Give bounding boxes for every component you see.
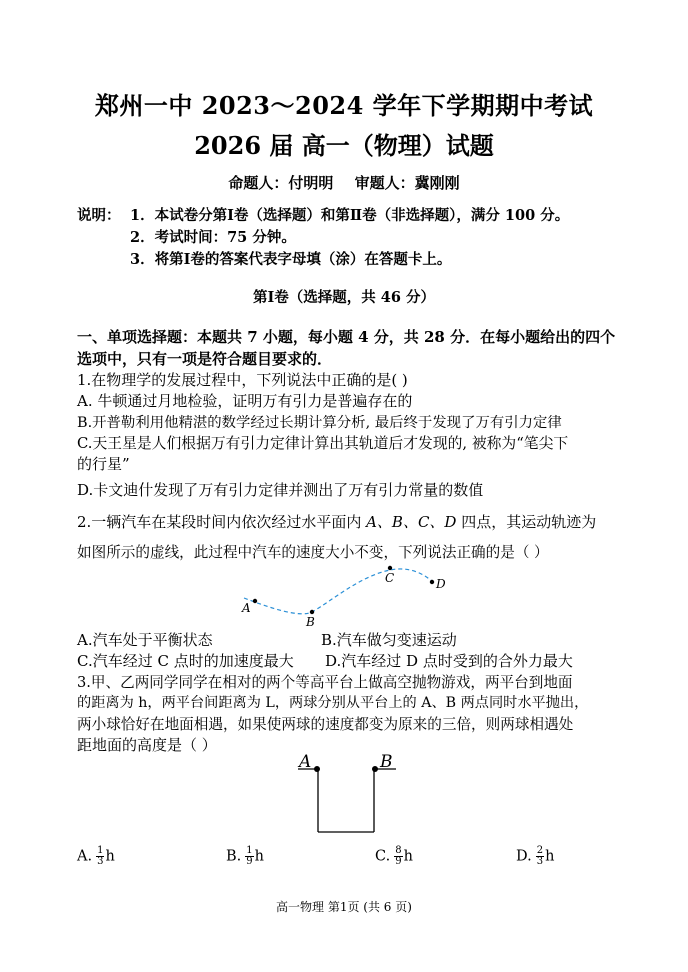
q1-option-d: D.卡文迪什发现了万有引力定律并测出了万有引力常量的数值 — [77, 481, 484, 499]
q2-stem-post: 四点，其运动轨迹为 — [456, 513, 597, 531]
q3-option-b-den: 9 — [246, 856, 253, 867]
q1-option-b: B.开普勒利用他精湛的数学经过长期计算分析, 最后终于发现了万有引力定律 — [77, 415, 562, 431]
note-item-1: 1．本试卷分第Ⅰ卷（选择题）和第Ⅱ卷（非选择题），满分 100 分。 — [130, 207, 570, 224]
note-item-2: 2．考试时间：75 分钟。 — [130, 229, 296, 246]
q3-option-b-num: 1 — [246, 845, 253, 856]
q3-option-a-num: 1 — [97, 845, 104, 856]
q3-option-b-label: B. — [226, 848, 242, 865]
q2-point-d — [430, 580, 434, 584]
q2-stem-line1 — [77, 511, 596, 532]
q3-option-d — [516, 846, 554, 867]
q1-stem: 1.在物理学的发展过程中，下列说法中正确的是( ) — [77, 371, 408, 389]
q3-option-d-num: 2 — [536, 845, 544, 856]
q2-option-a: A.汽车处于平衡状态 — [77, 631, 213, 649]
q2-option-c: C.汽车经过 C 点时的加速度最大 — [77, 652, 294, 670]
note-item-3: 3．将第Ⅰ卷的答案代表字母填（涂）在答题卡上。 — [130, 251, 452, 268]
q3-option-a-unit: h — [105, 848, 115, 865]
q2-point-c — [388, 566, 392, 570]
q2-point-a — [253, 599, 257, 603]
q2-trajectory-figure — [230, 560, 460, 630]
q2-label-a: A — [242, 601, 251, 615]
part1-heading: 一、单项选择题：本题共 7 小题，每小题 4 分，共 28 分．在每小题给出的四个选项中，只有一项是符合题目要求的． — [77, 328, 616, 368]
q3-option-a-den: 3 — [97, 856, 104, 867]
q1-option-c-cont: 的行星” — [77, 455, 130, 473]
q3-stem-line1: 3.甲、乙两同学同学在相对的两个等高平台上做高空抛物游戏，两平台到地面 — [77, 674, 573, 691]
exam-title: 郑州一中 2023～2024 学年下学期期中考试 — [94, 91, 594, 120]
reviewer-label: 审题人：冀刚刚 — [354, 174, 460, 192]
q3-option-c-label: C. — [375, 848, 391, 865]
exam-subtitle: 2026 届 高一（物理）试题 — [194, 131, 494, 160]
q1-option-c: C.天王星是人们根据万有引力定律计算出其轨道后才发现的, 被称为“笔尖下 — [77, 435, 569, 452]
q2-stem-points: A、B、C、D — [366, 513, 457, 531]
q2-option-d: D.汽车经过 D 点时受到的合外力最大 — [325, 652, 573, 670]
q2-point-b — [310, 610, 314, 614]
section-title: 第Ⅰ卷（选择题，共 46 分） — [252, 289, 436, 306]
q3-option-d-den: 3 — [536, 856, 544, 867]
q2-stem-line2: 如图所示的虚线，此过程中汽车的速度大小不变，下列说法正确的是（ ） — [77, 544, 549, 561]
q3-option-c-fraction — [394, 846, 402, 867]
author-label: 命题人：付明明 — [228, 174, 334, 192]
q2-label-b: B — [306, 615, 315, 629]
q3-option-a — [77, 846, 115, 867]
q3-stem-line3: 两小球恰好在地面相遇，如果使两球的速度都变为原来的三倍，则两球相遇处 — [77, 716, 574, 733]
q3-option-c-num: 8 — [395, 845, 402, 856]
q2-stem-pre: 2.一辆汽车在某段时间内依次经过水平面内 — [77, 513, 367, 531]
q2-trajectory-path — [244, 569, 435, 614]
q3-option-c-unit: h — [403, 848, 413, 865]
q3-platform-figure — [290, 750, 410, 840]
q2-label-c: C — [385, 571, 395, 585]
q1-option-a: A. 牛顿通过月地检验，证明万有引力是普遍存在的 — [77, 392, 413, 410]
q3-point-b — [372, 766, 378, 772]
q3-stem-line4: 距地面的高度是（ ） — [77, 736, 217, 754]
q3-option-a-label: A. — [77, 848, 93, 865]
q3-option-c — [375, 846, 413, 867]
authors-line — [0, 172, 688, 193]
notes-label: 说明： — [77, 207, 121, 224]
q2-label-d: D — [436, 577, 446, 591]
page-footer: 高一物理 第1页 (共 6 页) — [276, 900, 412, 914]
q3-option-b — [226, 846, 264, 867]
q3-label-b: B — [380, 752, 393, 772]
q3-stem-line2: 的距离为 h，两平台间距离为 L，两球分别从平台上的 A、B 两点同时水平抛出， — [77, 695, 589, 711]
q3-option-d-fraction — [536, 846, 544, 867]
q2-option-b: B.汽车做匀变速运动 — [321, 631, 457, 649]
q3-option-d-unit: h — [545, 848, 555, 865]
q3-point-a — [314, 766, 320, 772]
q3-option-a-fraction — [96, 846, 104, 867]
q3-option-d-label: D. — [516, 848, 532, 865]
q3-option-c-den: 9 — [395, 856, 402, 867]
q3-label-a: A — [299, 752, 312, 772]
q3-option-b-unit: h — [254, 848, 264, 865]
q3-option-b-fraction — [245, 846, 253, 867]
